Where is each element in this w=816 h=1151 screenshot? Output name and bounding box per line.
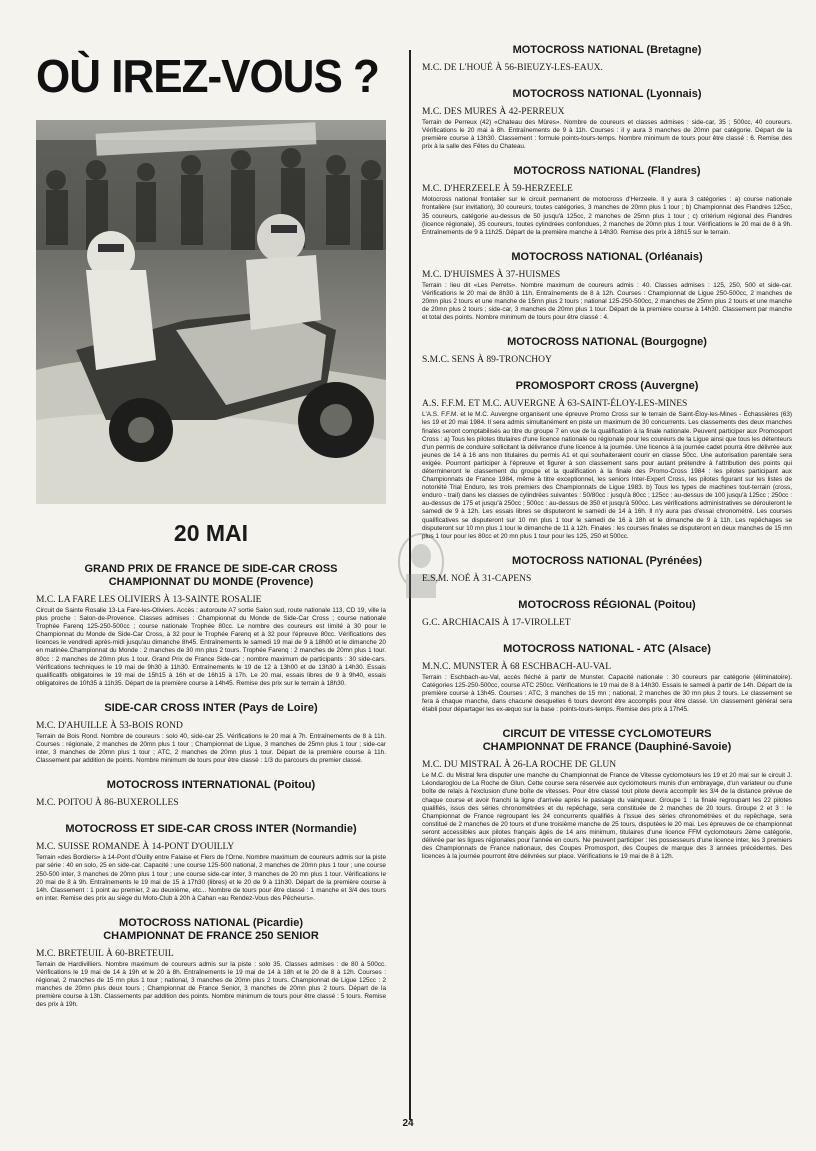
event-body: Motocross national frontalier sur le circuit permanent de motocross d'Herzeele. Il y aura 3 catégories : a) course nationale frontalière (sur invitation), 30 coureurs, toutes catégories, 3 manches de 20mn plus 1 tour ; b) Championnat des Flandres 125cc, 35 coureurs, catégorie au-dessus de 50 jusqu'à 125cc, 2 manches de 25mn plus 1 tour ; c) critérium régional des Flandres (licence régionale), 35 coureurs, toutes cylindrées confondues, 2 manches de 20mn plus 1 tour. Vérifications le 20 mai de 8 à 9h. Entraînements de 9 à 11h25. Départ de la première manche à 14h30. Remise des prix à 18h15 sur le terrain. <box>422 196 792 236</box>
event-motocross-picardie <box>36 917 386 1010</box>
event-venue: M.C. SUISSE ROMANDE À 14-PONT D'OUILLY <box>36 842 235 853</box>
event-body: Terrain : lieu dit «Les Perrets». Nombre maximum de coureurs admis : 40. Classes admises : 125, 250, 500 et side-car. Vérifications le 20 mai de 8h30 à 11h. Entraînements de 8 à 12h. Courses : Championnat de Ligue 250-500cc, 2 manches de 20mn plus 2 tours et une manche de 15mn plus 2 tours ; national 125-250-500cc, 2 manches de 25mn plus 2 tours et une manche de 20mn plus 2 tours ; side-car, 3 manches de 20mn plus 1 tour. Départ de la première course à 14h30. Classement par manche et total des points. Nombre minimum de tours pour être classé : 4. <box>422 281 792 322</box>
event-body: Circuit de Sainte Rosalie 13-La Fare-les-Oliviers. Accès : autoroute A7 sortie Salon sud, route nationale 113, CD 19, ville la plus proche : Salon-de-Provence. Classes admises : Championnat du Monde de Side-Car Cross ; course nationale Trophée Farenq 125-250-500cc ; course nationale Trophée 80cc. Le nombre des coureurs est limité à 30 pour le Championnat du Monde de Side-Car Cross, à 32 pour le Trophée Farenq et à 32 pour l'épreuve 80cc. Vérifications des licences le vendredi après-midi jusqu'au dimanche 8h45. Entraînements le samedi 19 mai de 9 à 18h00 et le dimanche 20 en matinée.Championnat du Monde : 2 manches de 30 mn plus 2 tours. Trophée Farenq : 2 manches de 20mn plus 1 tour. 80cc : 2 manches de 20mn plus 1 tour. Grand Prix de France Side-car : nombre maximum de participants : 30 side-cars. Vérifications techniques le 19 mai de 9h30 à 11h30. Entraînements le 19 de 12 à 13h00 et de 13h30 à 14h30. Essais qualificatifs obligatoires le 19 mai de 15h15 à 16h et de 16h15 à 17h. Le 20 mai, essais libres de 9 à 9h40, essais obligatoires de 10h35 à 11h35. Départ de la première course à 14h45. Remise des prix sur le terrain à 18h30. <box>36 607 386 687</box>
event-venue: M.C. LA FARE LES OLIVIERS À 13-SAINTE ROSALIE <box>36 595 262 605</box>
event-title: MOTOCROSS NATIONAL (Bourgogne) <box>507 336 707 349</box>
event-body: Terrain de Hardivilliers. Nombre maximum de coureurs admis sur la piste : solo 35. Classes admises : de 80 à 500cc. Vérifications le 19 mai de 14 à 19h et le 20 à 8h. Entraînements le 19 mai de 14 à 18h et le 20 de 8 à 12h. Courses : régional, 2 manches de 15 mn plus 1 tour ; national, 3 manches de 20mn plus 2 tours. Championnat de Ligue 125cc : 2 manches de 20mn plus deux tours ; Championnat de France Senior, 3 manches de 20mn plus 2 tours. Départ de la première course à 13h. Classements par addition des points. Nombre minimum de tours pour être classé : 5 tours. Remise des prix à 19h. <box>36 960 386 1009</box>
event-motocross-flandres <box>422 165 792 236</box>
event-motocross-orleanais <box>422 251 792 322</box>
event-title: MOTOCROSS ET SIDE-CAR CROSS INTER (Normandie) <box>65 823 357 836</box>
event-venue: M.N.C. MUNSTER À 68 ESCHBACH-AU-VAL <box>422 661 612 672</box>
event-motocross-bourgogne <box>422 336 792 366</box>
event-title: MOTOCROSS NATIONAL (Flandres) <box>513 165 701 178</box>
event-title: MOTOCROSS NATIONAL (Lyonnais) <box>512 88 702 100</box>
event-title: MOTOCROSS NATIONAL - ATC (Alsace) <box>503 642 711 655</box>
event-motocross-alsace <box>422 643 792 714</box>
event-title: MOTOCROSS RÉGIONAL (Poitou) <box>518 598 696 611</box>
event-venue: M.C. DU MISTRAL À 26-LA ROCHE DE GLUN <box>422 760 617 771</box>
event-title: SIDE-CAR CROSS INTER (Pays de Loire) <box>104 701 318 714</box>
event-venue: M.C. DES MURES À 42-PERREUX <box>422 107 565 117</box>
event-motocross-bretagne <box>422 44 792 74</box>
event-venue: G.C. ARCHIACAIS À 17-VIROLLET <box>422 617 571 628</box>
event-title: MOTOCROSS NATIONAL (Picardie) CHAMPIONNAT DE FRANCE 250 SENIOR <box>103 916 319 942</box>
event-venue: M.C. D'HERZEELE À 59-HERZEELE <box>422 184 573 195</box>
event-venue: M.C. D'HUISMES À 37-HUISMES <box>422 269 561 280</box>
page-number: 24 <box>402 1118 414 1129</box>
event-motocross-pyrenees <box>422 555 792 585</box>
event-body: Terrain de Perreux (42) «Chateau des Mûres». Nombre de coureurs et classes admises : side-car, 35 ; 500cc, 40 coureurs. Vérifications le 20 mai à 8h. Entraînements de 9 à 11h. Courses : il y aura 3 manches de 20mn par catégorie. Départ de la première course à 13h30. Classement : formule points-tours-temps. Nombre minimum de tours pour être classé : 6. Remise des prix à la salle des Fêtes du Chateau. <box>422 119 792 151</box>
event-motocross-international-poitou <box>36 779 386 809</box>
event-title: MOTOCROSS NATIONAL (Pyrénées) <box>511 554 703 567</box>
left-column <box>36 44 386 1023</box>
event-venue: A.S. F.F.M. ET M.C. AUVERGNE À 63-SAINT-ÉLOY-LES-MINES <box>422 399 688 410</box>
event-title: MOTOCROSS NATIONAL (Orléanais) <box>511 250 703 263</box>
event-venue: E.S.M. NOÉ À 31-CAPENS <box>422 573 532 584</box>
event-venue: M.C. DE L'HOUÉ À 56-BIEUZY-LES-EAUX. <box>422 63 603 73</box>
event-venue: S.M.C. SENS À 89-TRONCHOY <box>422 355 552 366</box>
date-heading: 20 MAI <box>173 520 249 546</box>
event-promosport-cross <box>422 380 792 541</box>
event-title: MOTOCROSS NATIONAL (Bretagne) <box>512 44 702 56</box>
sidecar-race-image <box>36 120 386 504</box>
event-venue: M.C. BRETEUIL À 60-BRETEUIL <box>36 948 174 959</box>
event-body: Le M.C. du Mistral fera disputer une manche du Championnat de France de Vitesse cyclomoteurs les 19 et 20 mai sur le circuit J. Léondaroglou de La Roche de Glun. Cette course sera réservée aux cyclomoteurs munis d'un embrayage, d'un variateur ou d'une boîte de relais à l'exclusion d'une boîte de vitesses. Pour être classé tout pilote devra accomplir les 3/4 de la distance prévue de chaque course et avoir franchi la ligne d'arrivée après le passage du vainqueur. Groupe 1 : la finale regroupant les 22 pilotes qualifiés, issus des séries chronométrées et du repêchage, sera constituée de 2 manches de 20 tours. Groupe 2 et 3 : le Championnat de France regroupant les 24 concurrents qualifiés à l'issue des séries chronométrées et du repêchage, sera constitué de 2 manches de 20 tours et d'une troisième manche de 25 tours, disputées le 20 mai. Les épreuves de ce championnat seront accessibles aux pilotes français âgés de 14 ans minimum, titulaires d'une licence FFM cyclomoteurs 2ème catégorie, délivrée par les ligues régionales pour l'année en cours. Ne peuvent participer : les possesseurs d'une licence inter, les 3 premiers des Championnats de France nationaux, des Coupes Promosport, des Coupes de marque des 3 années précédentes. Des licences à la journée pourront être délivrées sur place. Vérifications le 19 mai de 8 à 12h. <box>422 772 792 861</box>
event-body: L'A.S. F.F.M. et le M.C. Auvergne organisent une épreuve Promo Cross sur le terrain de Saint-Éloy-les-Mines - Échassières (63) les 19 et 20 mai 1984. Il sera admis simultanément en piste un maximum de 30 concurrents. Les classements des deux manches finales seront comptabilisés au titre du groupe 7 en vue de la qualification à la finale nationale. Peuvent participer aux Promosport Cross : a) Tous les pilotes titulaires d'une licence nationale ou régionale pour les coureurs de la Ligue ainsi que tous les détenteurs d'un permis de conduire sollicitant la délivrance d'une licence à la journée. Une licence à la journée cadet pourra être délivrée aux jeunes de 14 à 16 ans non titulaires du permis A1 et qui souhaiteraient courir en classe 50cc. Une autorisation parentale sera exigée. Pourront participer à l'épreuve et figurer à son classement sans pour autant prétendre à l'attribution des points qui détermineront le classement du groupe et la qualification à la finale des Promo-Cross 1984 : les pilotes participant aux Championnats de France 1984, même à titre exceptionnel, les seniors Inter-Expert Cross, les pilotes figurant sur les listes de notoriété Trial Enduro, les trois premiers des Championnats de Ligue 1983. b) Tous les types de machines tout-terrain (cross, enduro - trail) dans les classes de cylindrées suivantes : 50/80cc : jusqu'à 80cc ; 125cc : au-dessus de 100 jusqu'à 125cc ; 250cc : au-dessus de 175 et jusqu'à 250cc ; 500cc : au-dessus de 350 et jusqu'à 500cc. Les vérifications administratives se dérouleront le samedi de 9 à 12h. Les essais libres se disputeront le samedi de 14 à 16h. Il n'y aura pas d'essai chronométré. Les courses qualificatives se disputeront sur 10 mn plus 1 tour le samedi de 16 à 18h et le dimanche de 9 à 11h. Les repêchages se disputeront sur 10 mn plus 1 tour le dimanche de 11 à 12h. Finales : les courses finales se disputeront en deux manches de 15 mn plus 1 tour pour les 80cc et 20 mn plus 1 tour pour les 125, 250 et 500cc. <box>422 411 792 540</box>
event-motocross-lyonnais <box>422 88 792 151</box>
event-motocross-normandie <box>36 823 386 903</box>
right-column <box>422 44 792 875</box>
event-motocross-regional-poitou <box>422 599 792 629</box>
event-venue: M.C. D'AHUILLE À 53-BOIS ROND <box>36 720 183 731</box>
event-title: GRAND PRIX DE FRANCE DE SIDE-CAR CROSS CHAMPIONNAT DU MONDE (Provence) <box>84 563 338 588</box>
event-title: CIRCUIT DE VITESSE CYCLOMOTEURS CHAMPIONNAT DE FRANCE (Dauphiné-Savoie) <box>482 728 732 754</box>
event-title: MOTOCROSS INTERNATIONAL (Poitou) <box>106 779 316 792</box>
page-title: OÙ IREZ-VOUS ? <box>36 50 379 103</box>
event-grand-prix-side-car <box>36 563 386 688</box>
event-venue: M.C. POITOU À 86-BUXEROLLES <box>36 798 179 809</box>
event-body: Terrain «des Bordiers» à 14-Pont d'Ouilly entre Falaise et Flers de l'Orne. Nombre maximum de coureurs admis sur la piste par série : 40 en solo, 25 en side-car. Capacité : une course 125-500 national, 2 manches de 20mn plus 1 tour ; une course 250-500 inter, 3 manches de 20mn plus 1 tour ; une course side-car inter, 3 manches de 20 mn plus 1 tour. Vérifications le 20 mai de 8 à 9h. Entraînements le 19 mai de 15 à 17h30 (libres) et le 20 de 9 à 11h30. Départ de la première course à 14h. Classement : 1 point au premier, 2 au deuxième, etc... Nombre de tours pour être classé : 1 manche et 3/4 des tours en inter. Remise des prix au siège du Moto-Club à 20h à Cahan «au Rendez-Vous des Pêcheurs». <box>36 854 386 902</box>
sidecar-photo <box>36 120 386 504</box>
event-side-car-cross-inter <box>36 702 386 765</box>
event-title: PROMOSPORT CROSS (Auvergne) <box>515 380 699 393</box>
event-body: Terrain : Eschbach-au-Val, accès fléché à partir de Munster. Capacité nationale : 30 coureurs par catégorie (éliminatoire). Catégories 125-250-500cc, course ATC 250cc. Vérifications le 19 mai de 8 à 14h30. Essais le samedi à partir de 14h. Départ de la première course à 13h45. Courses : ATC, 3 manches de 15 mn ; national, 2 manches de 30 mn plus 2 tours. Le classement se fera à chaque manche, dans chacune desquelles 6 tours devront être accomplis pour être classé. Un classement général sera établi pour départager les ex-æquo sur la base : points-tours-temps. Remise des prix à 17h45. <box>422 673 792 714</box>
event-circuit-vitesse <box>422 728 792 861</box>
event-body: Terrain de Bois Rond. Nombre de coureurs : solo 40, side-car 25. Vérifications le 20 mai à 7h. Entraînements de 8 à 11h. Courses : régionale, 2 manches de 20mn plus 1 tour ; Championnat de Ligue, 3 manches de 25mn plus 1 tour ; side-car inter, 3 manches de 20mn plus 1 tour ; ATC, 2 manches de 20mn plus 1 tour. Départ de la première course à 11h. Classement par addition de points. Nombre minimum de tours pour être classé : 1/3 du parcours du premier classé. <box>36 732 386 765</box>
